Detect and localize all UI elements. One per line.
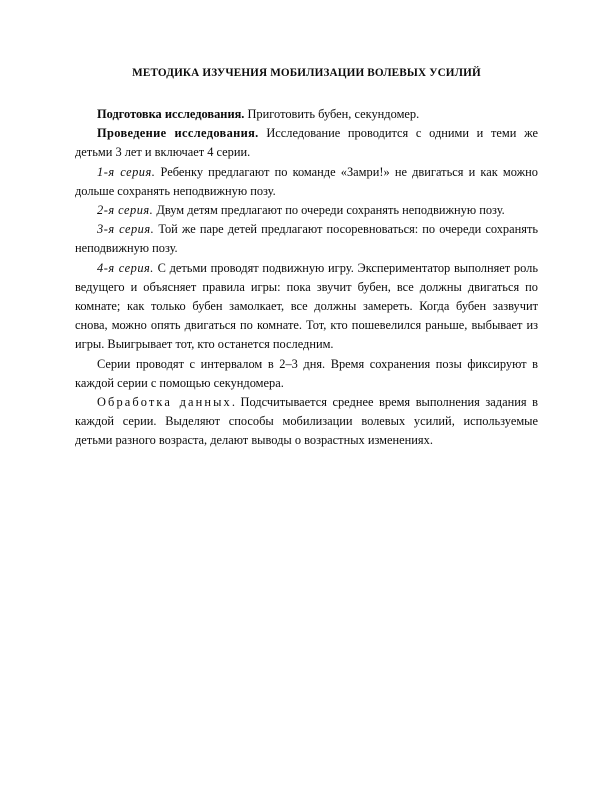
paragraph-preparation-lead: Подготовка исследования. <box>97 107 245 121</box>
paragraph-processing <box>75 393 538 451</box>
paragraph-series-2-body: Двум детям предлагают по очереди сохранять неподвижную позу. <box>153 203 505 218</box>
document-text-column <box>75 0 538 451</box>
paragraph-preparation-body: Приготовить бубен, секундомер. <box>244 107 420 121</box>
paragraph-series-2-lead: 2-я серия. <box>97 203 154 218</box>
page-title: МЕТОДИКА ИЗУЧЕНИЯ МОБИЛИЗАЦИИ ВОЛЕВЫХ УСИЛИЙ <box>132 67 481 79</box>
paragraph-series-4 <box>75 259 538 355</box>
paragraph-procedure-lead: Проведение исследования. <box>97 126 259 141</box>
paragraph-processing-lead: Обработка данных <box>97 395 232 410</box>
paragraph-series-1 <box>75 163 538 201</box>
paragraph-series-3-lead: 3-я серия. <box>97 222 155 237</box>
paragraph-procedure-body: Исследование проводится с одними и теми же детьми 3 лет и включает 4 серии. <box>75 126 538 160</box>
paragraph-series-4-body: С детьми проводят подвижную игру. Экспериментатор выполняет роль ведущего и объясняет правила игры: пока звучит бубен, все должны двигаться по комнате; как только бубен замолкает, все должны замереть. Когда бубен зазвучит снова, можно опять двигаться по комнате. Тот, кто пошевелился раньше, выбывает из игры. Выигрывает тот, кто останется последним. <box>75 260 538 352</box>
paragraph-series-2 <box>75 201 538 220</box>
paragraph-series-4-lead: 4-я серия. <box>97 260 154 275</box>
paragraph-series-1-lead: 1-я серия. <box>97 164 156 179</box>
paragraph-series-3 <box>75 220 538 258</box>
paragraph-series-1-body: Ребенку предлагают по команде «Замри!» не двигаться и как можно дольше сохранять неподвижную позу. <box>75 164 538 198</box>
paragraph-intervals-body: Серии проводят с интервалом в 2–3 дня. Время сохранения позы фиксируют в каждой серии с помощью секундомера. <box>75 356 538 390</box>
paragraph-procedure <box>75 124 538 162</box>
paragraph-preparation <box>75 105 538 124</box>
paragraph-intervals <box>75 355 538 393</box>
paragraph-series-3-body: Той же паре детей предлагают посоревноваться: по очереди сохранять неподвижную позу. <box>75 222 539 256</box>
paragraph-processing-lead-period: . <box>231 395 235 410</box>
paragraph-processing-body: Подсчитывается среднее время выполнения задания в каждой серии. Выделяют способы мобилизации волевых усилий, используемые детьми разного возраста, делают выводы о возрастных изменениях. <box>75 395 538 448</box>
